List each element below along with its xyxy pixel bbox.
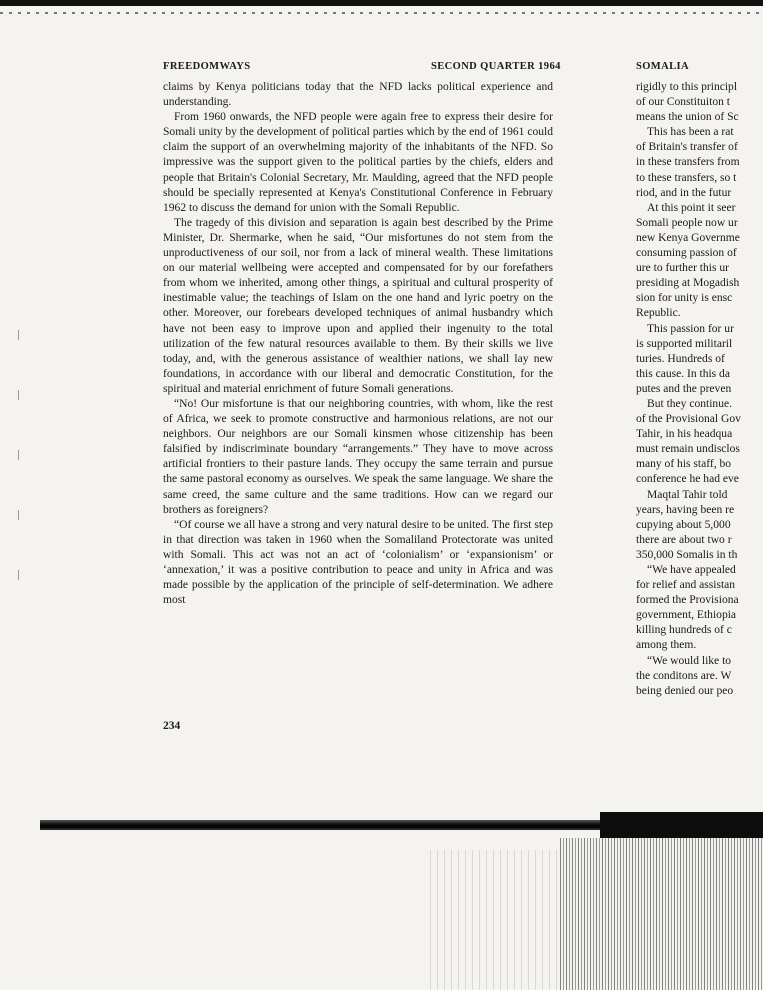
text-line: But they continue.	[647, 397, 732, 410]
text-line: being denied our peo	[636, 684, 734, 697]
text-line: of Britain's transfer of	[636, 141, 738, 154]
text-line: ure to further this ur	[636, 262, 729, 275]
text-line: Tahir, in his headqua	[636, 428, 733, 441]
text-line: is supported militaril	[636, 337, 733, 350]
text-line: This passion for ur	[647, 322, 734, 335]
paragraph: “No! Our misfortune is that our neighboring countries, with whom, like the rest of Africa, we seek to promote constructive and harmonious relations, are not our neighbors. Our neighbors are our Somali kinsmen whose citizenship has been falsified by indiscriminate boundary “arrangements.” They have to move across artificial frontiers to their pasture lands. They occupy the same terrain and pursue the same pastoral economy as ourselves. We speak the same language. We share the same creed, the same culture and the same traditions. How can we regard our brothers as foreigners?	[163, 397, 553, 516]
right-page-text-column	[636, 80, 763, 699]
text-line: among them.	[636, 639, 697, 652]
text-line: consuming passion of	[636, 247, 737, 260]
text-line: 350,000 Somalis in th	[636, 548, 738, 561]
page-number: 234	[163, 720, 181, 732]
text-line: At this point it seer	[647, 201, 736, 214]
left-margin-marks	[18, 330, 19, 590]
paragraph: The tragedy of this division and separation is again best described by the Prime Minister, Dr. Shermarke, when he said, “Our misfortunes do not stem from the unproductiveness of our soil, nor from a lack of mineral wealth. These limitations on our material wellbeing were accepted and compensated for by our forefathers from whom we inherited, among other things, a spiritual and cultural prosperity of inestimable value; the teachings of Islam on the one hand and lyric poetry on the other. Moreover, our forebears developed techniques of animal husbandry which have not been easy to improve upon and applied their ingenuity to the total utilization of the few natural resources available to them. By their skills we live today, and, with the generous assistance of wealthier nations, we shall lay new foundations, in accordance with our liberal and democratic Constitution, for the spiritual and material enrichment of future Somali generations.	[163, 216, 553, 395]
paragraph: “Of course we all have a strong and very natural desire to be united. The first step in that direction was taken in 1960 when the Somaliland Protectorate was united with Somali. This act was not an act of ‘colonialism’ or ‘expansionism’ or ‘annexation,’ it was a positive contribution to peace and unity in Africa and was made possible by the application of the principle of self-determination. We adhere most	[163, 518, 553, 607]
text-line: of our Constituiton t	[636, 96, 730, 109]
running-header-next-page: SOMALIA	[636, 61, 689, 72]
text-line: sion for unity is ensc	[636, 292, 733, 305]
text-line: many of his staff, bo	[636, 458, 732, 471]
left-text-column	[163, 80, 553, 608]
text-line: turies. Hundreds of	[636, 352, 725, 365]
top-scan-edge	[0, 0, 763, 6]
text-line: Republic.	[636, 307, 681, 320]
text-line: the conditons are. W	[636, 669, 732, 682]
text-line: Maqtal Tahir told	[647, 488, 728, 501]
text-line: government, Ethiopia	[636, 609, 737, 622]
text-line: This has been a rat	[647, 126, 734, 139]
text-line: years, having been re	[636, 503, 735, 516]
text-line: new Kenya Governme	[636, 231, 740, 244]
text-line: presiding at Mogadish	[636, 277, 740, 290]
text-line: conference he had eve	[636, 473, 739, 486]
scan-noise	[560, 838, 763, 990]
text-line: “We would like to	[647, 654, 732, 667]
scan-noise	[430, 850, 560, 990]
text-line: formed the Provisiona	[636, 594, 739, 607]
text-line: means the union of Sc	[636, 111, 739, 124]
text-line: this cause. In this da	[636, 367, 730, 380]
paragraph: claims by Kenya politicians today that the NFD lacks political experience and understanding.	[163, 81, 553, 109]
text-line: there are about two r	[636, 533, 732, 546]
text-line: Somali people now ur	[636, 216, 738, 229]
top-perforation	[0, 12, 763, 14]
text-line: riod, and in the futur	[636, 186, 732, 199]
text-line: cupying about 5,000	[636, 518, 731, 531]
running-header-issue: SECOND QUARTER 1964	[431, 61, 561, 72]
paragraph: From 1960 onwards, the NFD people were again free to express their desire for Somali unity by the development of political parties which by the end of 1961 could claim the support of an overwhelming majority of the inhabitants of the NFD. So impressive was the support given to the political parties by the chiefs, elders and people that Britain's Colonial Secretary, Mr. Maulding, agreed that the NFD people should be specially represented at Kenya's Constitutional Conference in February 1962 to discuss the demand for union with the Somali Republic.	[163, 111, 553, 214]
text-line: killing hundreds of c	[636, 624, 732, 637]
text-line: “We have appealed	[647, 564, 736, 576]
text-line: to these transfers, so t	[636, 171, 737, 184]
text-line: putes and the preven	[636, 382, 732, 395]
bottom-scan-edge	[40, 812, 763, 838]
text-line: rigidly to this principl	[636, 81, 738, 93]
text-line: of the Provisional Gov	[636, 413, 741, 426]
text-line: for relief and assistan	[636, 579, 736, 592]
running-header-journal: FREEDOMWAYS	[163, 61, 251, 72]
text-line: in these transfers from	[636, 156, 740, 169]
text-line: must remain undisclos	[636, 443, 740, 456]
